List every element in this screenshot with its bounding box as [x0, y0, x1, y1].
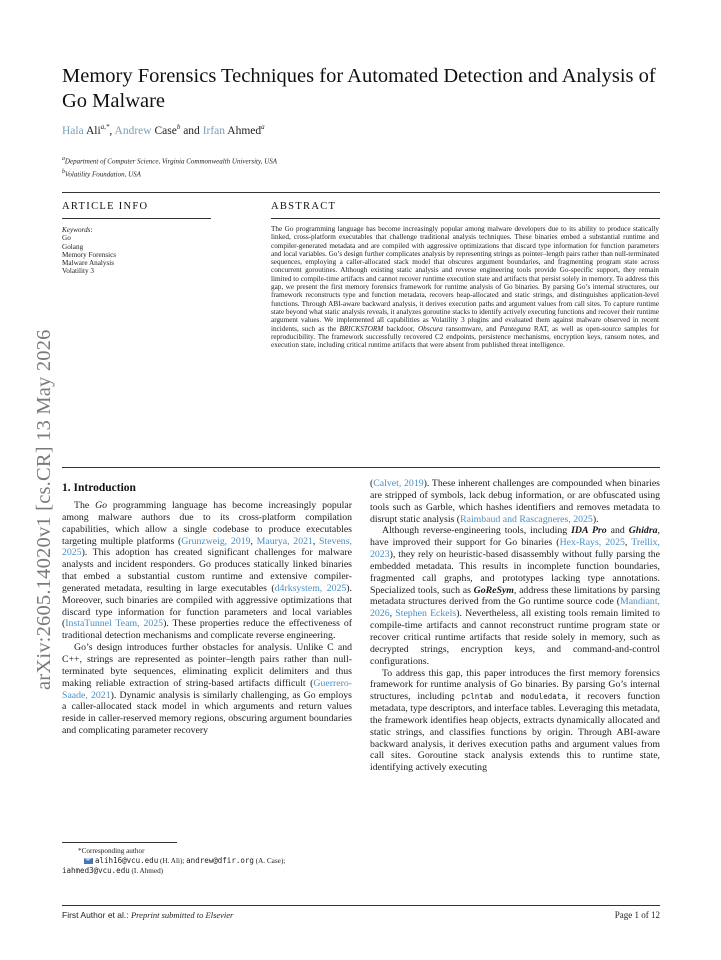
text: (H. Ali); — [158, 857, 187, 865]
header-rule — [62, 192, 660, 193]
keyword-item: Volatility 3 — [62, 267, 95, 276]
citation-link[interactable]: d4rksystem, 2025 — [274, 582, 347, 594]
citation-link[interactable]: Hex-Rays, 2025 — [559, 537, 625, 549]
author-2-sup: b — [176, 123, 181, 131]
text: , have improved their support for Go binaries ( — [370, 525, 660, 549]
footnote-emails — [84, 857, 285, 866]
footnote-emails-cont — [62, 867, 163, 876]
footer-preprint: Preprint submitted to Elsevier — [130, 910, 234, 920]
text: Go’s design introduces further obstacles for analysis. Unlike C and C++, strings are represented as pointer–length pairs rather than null-terminated byte sequences, eliminating explicit delimiters and thus making reliable extraction of string-based artifacts difficult ( — [62, 642, 352, 689]
email-link[interactable]: alih16@vcu.edu — [95, 856, 159, 865]
footnote-rule — [62, 842, 177, 843]
text: ), they rely on heuristic-based disassembly without fully parsing the embedded metadata. This results in incomplete function boundaries, fragmented call graphs, and prototypes lacking type annotations. Specialized tools, such as — [370, 549, 660, 596]
intro-paragraph-4 — [370, 668, 660, 775]
citation-link[interactable]: Trellix, 2023 — [370, 537, 660, 561]
email-link[interactable]: iahmed3@vcu.edu — [62, 866, 130, 875]
keywords-label: Keywords — [62, 226, 91, 234]
author-3-first: Irfan — [202, 124, 226, 137]
intro-left-column — [62, 500, 352, 737]
text: and — [492, 691, 521, 703]
affiliation-b-text: Volatility Foundation, USA — [64, 170, 141, 179]
text: ). Nevertheless, all existing tools remain limited to compile-time artifacts and cannot reconstruct runtime program state or recover critical runtime artifacts that reside solely in memory, such as decrypted strings, encryption keys, and command-and-control configurations. — [370, 608, 660, 667]
author-2-first: Andrew — [114, 124, 152, 137]
text: Although reverse-engineering tools, including — [382, 525, 572, 537]
citation-link[interactable]: Mandiant, 2026 — [370, 596, 660, 620]
text: (A. Case); — [253, 857, 286, 865]
author-list — [62, 123, 265, 137]
affiliation-b — [62, 169, 141, 178]
section-heading-introduction: 1. Introduction — [62, 482, 136, 494]
abstract-part: RAT, as well as open-source samples for reproducibility. The framework successfully recovered C2 endpoints, persistence mechanisms, encryption keys, ransom notes, and execution state, including critical runtime artifacts that were absent from published threat intelligence. — [271, 324, 659, 350]
author-1-sup: a,* — [100, 123, 110, 131]
article-info-heading: ARTICLE INFO — [62, 201, 149, 212]
affiliation-b-sup: b — [62, 169, 65, 175]
author-sep-2: and — [180, 124, 203, 137]
author-3-last: Ahmed — [227, 124, 262, 137]
keyword-item: Memory Forensics — [62, 250, 117, 259]
author-sep-1: , — [109, 124, 115, 137]
text: ). This adoption has created significant challenges for malware analysts and incident responders. Go produces statically linked binaries that embed a substantial custom runtime and extensive compiler-generated metadata, resulting in large executables ( — [62, 547, 352, 594]
citation-link[interactable]: Grunzweig, 2019 — [181, 535, 251, 547]
citation-link[interactable]: Stevens, 2025 — [62, 535, 352, 559]
affiliation-a-sup: a — [62, 156, 65, 162]
text: , — [312, 535, 320, 547]
footer-rule — [62, 905, 660, 906]
text: ). These inherent challenges are compounded when binaries are stripped of symbols, lack debug information, or are obfuscated using tools such as Garble, which hashes identifiers and removes metadata to disrupt static analysis ( — [370, 478, 660, 525]
text: ). These properties reduce the effectiveness of traditional detection mechanisms and complicate reverse engineering. — [62, 618, 352, 642]
keyword-item: Go — [62, 234, 71, 243]
author-1-last: Ali — [85, 124, 101, 137]
citation-link[interactable]: Calvet, 2019 — [373, 478, 424, 489]
text-emph: GoReSym — [473, 584, 514, 596]
abstract-rule — [271, 218, 660, 219]
page-footer — [62, 910, 660, 920]
citation-link[interactable]: Raimbaud and Rascagneres, 2025 — [460, 513, 593, 525]
keywords-block: Keywords: Go Golang Memory Forensics Malware Analysis Volatility 3 — [62, 226, 117, 276]
footer-author: First Author et al.: — [62, 910, 131, 920]
abstract-part: The Go programming language has become increasingly popular among malware developers due to its ability to produce statically linked, cross-platform executables that challenge traditional analysis techniques. These binaries embed a substantial runtime and compiler-generated metadata and are compiled with aggressive optimizations that discard type information for function parameters and local variables. Go’s design further complicates analysis by representing strings as pointer–length pairs rather than null-terminated sequences, employing a caller-allocated stack model that obscures argument boundaries, and fragmenting program state across concurrent goroutines. Although existing static analysis and reverse engineering tools provide Go-specific support, they remain limited to compile-time artifacts and cannot recover runtime execution state and artifacts that persist solely in memory. To address this gap, we present the first memory forensics framework for runtime analysis of Go binaries. By parsing Go’s internal structures, our framework reconstructs type and function metadata, recovers heap-allocated and static strings, and distinguishes application-level functions. Through ABI-aware backward analysis, it derives execution paths and argument values from call sites. To capture runtime state beyond what static analysis reveals, it analyzes goroutine stacks to identify actively executing functions and recover their runtime argument values. We implemented all capabilities as Volatility 3 plugins and evaluated them against malware observed in recent incidents, such as the — [271, 225, 659, 333]
abstract-part: ransomware, and — [442, 324, 500, 333]
text: ). — [592, 513, 599, 525]
arxiv-stamp — [18, 220, 55, 690]
abstract-text — [271, 225, 659, 349]
author-1-first: Hala — [62, 124, 84, 137]
text: , — [624, 537, 632, 549]
text: , — [250, 535, 257, 547]
text: (I. Ahmed) — [129, 867, 164, 875]
code-text: moduledata — [520, 692, 566, 702]
citation-link[interactable]: InstaTunnel Team, 2025 — [65, 618, 164, 630]
article-info-rule — [62, 218, 211, 219]
arxiv-stamp-text: arXiv:2605.14020v1 [cs.CR] 13 May 2026 — [33, 329, 55, 690]
keyword-item: Malware Analysis — [62, 259, 115, 268]
footer-left — [62, 910, 233, 920]
footnote-corresponding: *Corresponding author — [78, 847, 145, 855]
citation-link[interactable]: Stephen Eckels — [395, 608, 457, 620]
author-3-sup: a — [261, 123, 265, 131]
intro-paragraph-cont: (Calvet, 2019). These inherent challenges are compounded when binaries are stripped of symbols, lack debug information, or are obfuscated using tools such as Garble, which hashes identifiers and removes metadata to disrupt static analysis (Raimbaud and Rascagneres, 2025). — [370, 478, 660, 525]
abstract-emph: BRICKSTORM — [339, 324, 384, 333]
keyword-item: Golang — [62, 242, 84, 251]
text: , address these limitations by parsing metadata structures derived from the Go runtime source code ( — [370, 584, 660, 608]
intro-right-column — [370, 478, 660, 774]
citation-link[interactable]: Maurya, 2021 — [256, 535, 313, 547]
text: , — [389, 608, 396, 620]
email-link[interactable]: andrew@dfir.org — [186, 856, 254, 865]
text: and — [606, 525, 629, 537]
text: , it recovers function metadata, type descriptors, and interface tables. Leveraging this metadata, the framework identifies heap objects, extracts dynamically allocated and static strings, and classifies functions by origin. Through ABI-aware backward analysis, it derives execution paths and argument values from call sites. Goroutine stack analysis extends this to runtime state, identifying actively executing — [370, 691, 660, 774]
citation-link[interactable]: Guerrero-Saade, 2021 — [62, 677, 352, 701]
affiliation-a-text: Department of Computer Science, Virginia Commonwealth University, USA — [64, 157, 278, 166]
text: programming language has become increasingly popular among malware authors due to its cross-platform compilation capabilities, which allow a single codebase to produce executables targeting multiple platforms ( — [62, 500, 352, 547]
intro-paragraph-3 — [370, 525, 660, 667]
code-text: pclntab — [461, 692, 493, 702]
abstract-emph: Pantegana — [499, 324, 531, 333]
text: ). Dynamic analysis is similarly challenging, as Go employs a caller-allocated stack model in which arguments and return values reside in caller-reserved memory regions, obscuring argument boundaries and complicating parameter recovery — [62, 689, 352, 737]
text: ). Moreover, such binaries are compiled with aggressive optimizations that discard type information for function parameters and local variables ( — [62, 582, 352, 630]
intro-paragraph-1 — [62, 500, 352, 642]
page-number: Page 1 of 12 — [614, 910, 660, 920]
mail-icon — [84, 858, 93, 864]
intro-paragraph-2 — [62, 642, 352, 737]
abstract-heading: ABSTRACT — [271, 201, 337, 212]
text-emph: Ghidra — [628, 525, 658, 537]
abstract-part: backdoor, — [383, 324, 418, 333]
paper-title: Memory Forensics Techniques for Automated Detection and Analysis of Go Malware — [62, 65, 656, 112]
abstract-bottom-rule — [62, 467, 660, 468]
affiliation-a — [62, 156, 277, 165]
text: To address this gap, this paper introduces the first memory forensics framework for runtime analysis of Go binaries. By parsing Go’s internal structures, including — [370, 667, 660, 703]
abstract-emph: Obscura — [417, 324, 443, 333]
author-2-last: Case — [154, 124, 177, 137]
text-emph: Go — [95, 500, 108, 511]
text: The — [74, 500, 96, 511]
text-emph: IDA Pro — [571, 525, 607, 537]
